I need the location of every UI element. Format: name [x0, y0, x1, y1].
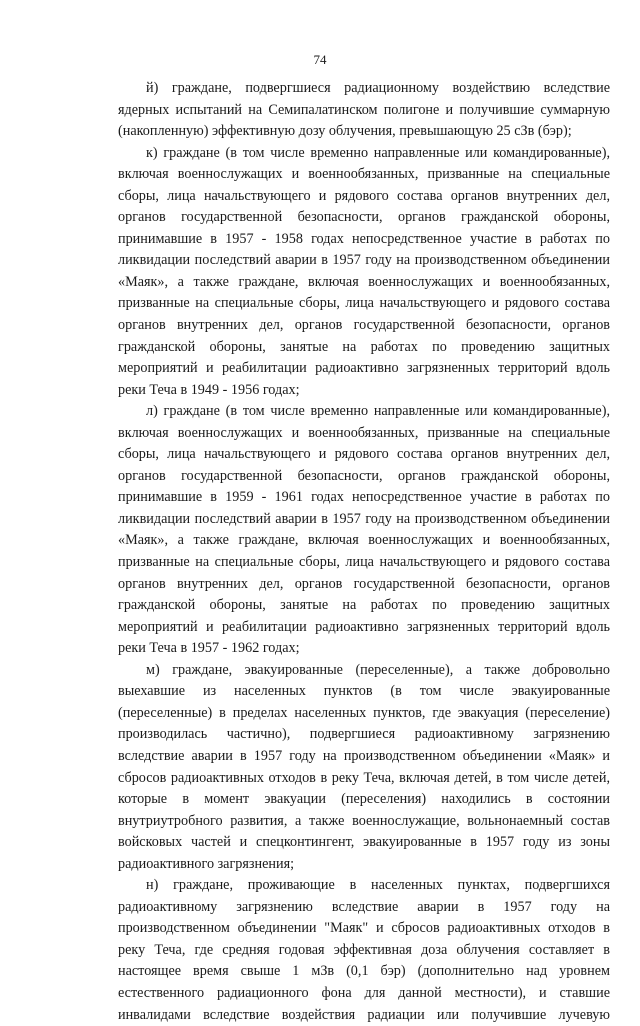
- text-line: настоящее время свыше 1 мЗв (0,1 бэр) (дополнительно над уровнем: [118, 963, 610, 980]
- text-line: (переселенные) в пределах населенных пунктов, где эвакуация (переселение): [118, 704, 610, 721]
- text-line: м) граждане, эвакуированные (переселенные), а также добровольно: [146, 661, 610, 678]
- paragraph-item-y: [118, 78, 610, 143]
- text-line: органов государственной безопасности, органов гражданской обороны,: [118, 209, 610, 226]
- text-line: органов государственной безопасности, органов гражданской обороны,: [118, 467, 610, 484]
- text-line: призванные на специальные сборы, лица начальствующего и рядового состава: [118, 295, 610, 312]
- text-line: (накопленную) эффективную дозу облучения, превышающую 25 сЗв (бэр);: [118, 123, 572, 140]
- text-line: производственном объединении "Маяк" и сбросов радиоактивных отходов в: [118, 920, 610, 937]
- text-line: органов внутренних дел, органов государственной безопасности, органов: [118, 575, 610, 592]
- text-line: л) граждане (в том числе временно направленные или командированные),: [146, 403, 610, 420]
- text-line: вследствие аварии в 1957 году на производственном объединении «Маяк» и: [118, 747, 610, 764]
- page-number: 74: [313, 52, 327, 67]
- text-line: к) граждане (в том числе временно направленные или командированные),: [146, 144, 610, 161]
- paragraph-item-n: [118, 875, 610, 1026]
- text-line: которые в момент эвакуации (переселения) находились в состоянии: [118, 791, 610, 808]
- text-line: гражданской обороны, занятые на работах по проведению защитных: [118, 597, 610, 614]
- text-line: мероприятий и реабилитации радиоактивно загрязненных территорий вдоль: [118, 618, 610, 635]
- text-line: войсковых частей и спецконтингент, эвакуированные в 1957 году из зоны: [118, 834, 610, 851]
- text-line: инвалидами вследствие воздействия радиации или получившие лучевую: [118, 1006, 610, 1023]
- text-line: включая военнослужащих и военнообязанных, призванные на специальные: [118, 424, 610, 441]
- text-line: естественного радиационного фона для данной местности), и ставшие: [118, 984, 610, 1001]
- text-line: ликвидации последствий аварии в 1957 году на производственном объединении: [118, 252, 610, 269]
- text-line: принимавшие в 1957 - 1958 годах непосредственное участие в работах по: [118, 230, 610, 247]
- paragraph-item-l: [118, 401, 610, 660]
- text-line: радиоактивному загрязнению вследствие аварии в 1957 году на: [118, 898, 610, 915]
- text-line: сбросов радиоактивных отходов в реку Теча, включая детей, в том числе детей,: [118, 769, 610, 786]
- text-line: мероприятий и реабилитации радиоактивно загрязненных территорий вдоль: [118, 360, 610, 377]
- text-line: сборы, лица начальствующего и рядового состава органов внутренних дел,: [118, 446, 610, 463]
- text-line: «Маяк», а также граждане, включая военнослужащих и военнообязанных,: [118, 273, 610, 290]
- paragraph-item-k: [118, 143, 610, 402]
- text-line: реку Теча, где средняя годовая эффективная доза облучения составляет в: [118, 941, 610, 958]
- text-line: принимавшие в 1959 - 1961 годах непосредственное участие в работах по: [118, 489, 610, 506]
- text-line: производилась частично), подвергшиеся радиоактивному загрязнению: [118, 726, 610, 743]
- text-line: ядерных испытаний на Семипалатинском полигоне и получившие суммарную: [118, 101, 610, 118]
- text-line: органов внутренних дел, органов государственной безопасности, органов: [118, 317, 610, 334]
- text-line: ликвидации последствий аварии в 1957 году на производственном объединении: [118, 510, 610, 527]
- text-line: реки Теча в 1949 - 1956 годах;: [118, 381, 300, 398]
- text-line: реки Теча в 1957 - 1962 годах;: [118, 640, 300, 657]
- text-line: гражданской обороны, занятые на работах по проведению защитных: [118, 338, 610, 355]
- text-line: внутриутробного развития, а также военнослужащие, вольнонаемный состав: [118, 812, 610, 829]
- paragraph-item-m: [118, 660, 610, 875]
- text-line: выехавшие из населенных пунктов (в том числе эвакуированные: [118, 683, 610, 700]
- text-line: «Маяк», а также граждане, включая военнослужащих и военнообязанных,: [118, 532, 610, 549]
- text-line: призванные на специальные сборы, лица начальствующего и рядового состава: [118, 554, 610, 571]
- text-line: й) граждане, подвергшиеся радиационному воздействию вследствие: [146, 80, 610, 96]
- text-line: включая военнослужащих и военнообязанных, призванные на специальные: [118, 166, 610, 183]
- text-line: сборы, лица начальствующего и рядового состава органов внутренних дел,: [118, 187, 610, 204]
- text-line: н) граждане, проживающие в населенных пунктах, подвергшихся: [146, 877, 610, 894]
- text-line: радиоактивного загрязнения;: [118, 855, 295, 872]
- document-body: [118, 78, 610, 1026]
